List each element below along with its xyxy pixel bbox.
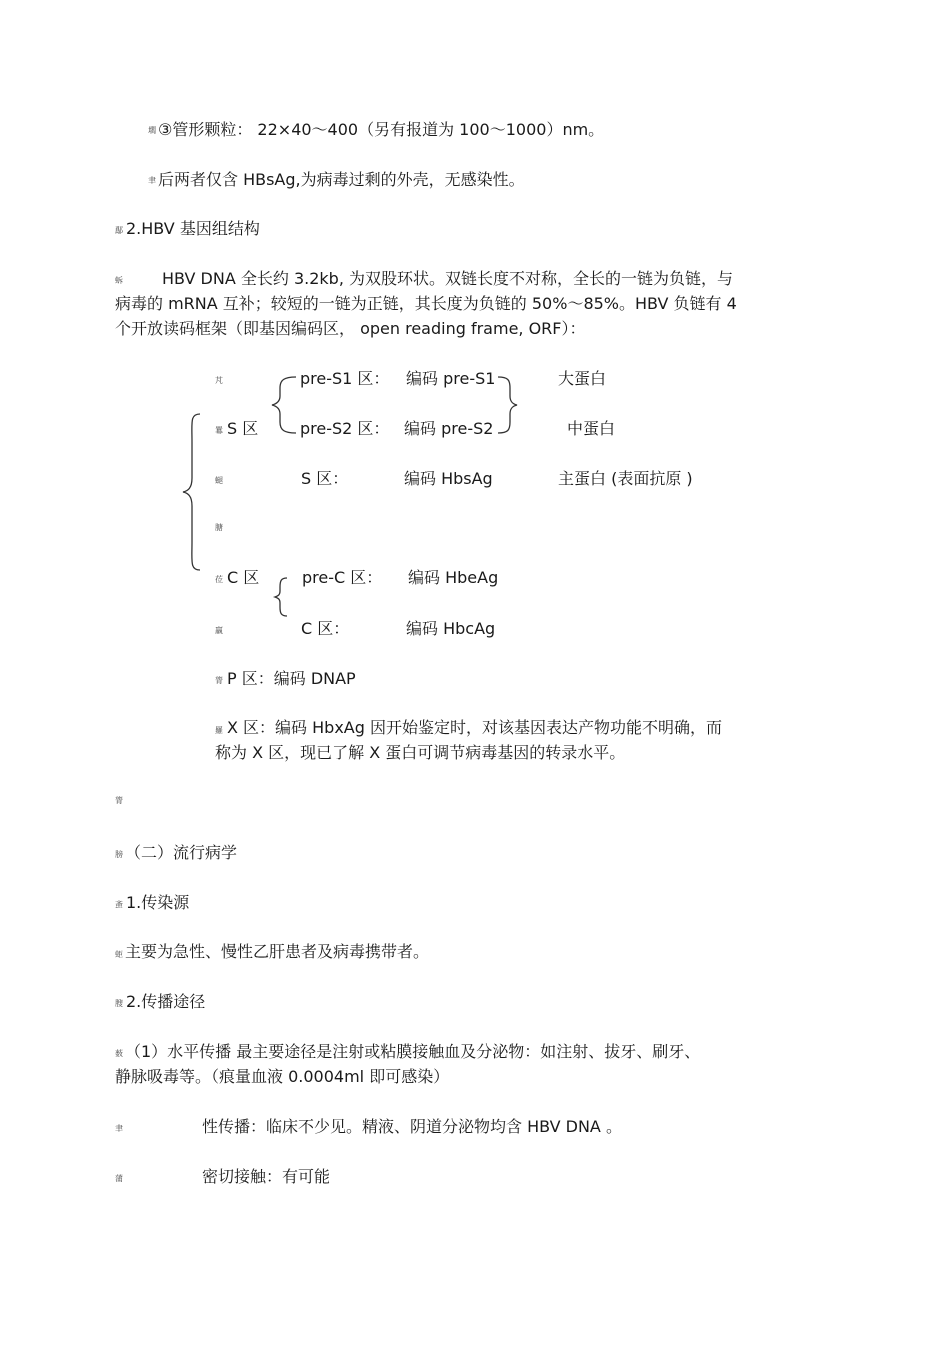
margin-marker: 膅 xyxy=(215,523,223,532)
margin-marker: 鄬 xyxy=(115,226,123,235)
right-brace-s xyxy=(496,374,526,436)
margin-marker: 螁 xyxy=(215,476,223,485)
paragraph-line: 主要为急性、慢性乙肝患者及病毒携带者。 xyxy=(125,942,430,961)
subsection-heading: 1.传染源 xyxy=(126,893,190,912)
middle-protein: 中蛋白 xyxy=(567,419,616,438)
paragraph-line: 密切接触：有可能 xyxy=(202,1167,331,1186)
section-heading: 2.HBV 基因组结构 xyxy=(126,219,260,238)
paragraph-line: （1）水平传播 最主要途径是注射或粘膜接触血及分泌物：如注射、拔牙、刷牙、 xyxy=(125,1042,701,1061)
c-region-label: C 区 xyxy=(227,568,260,587)
paragraph-line: 病毒的 mRNA 互补；较短的一链为正链，其长度为负链的 50%～85%。HBV 负链有 4 xyxy=(115,294,737,313)
left-brace-large xyxy=(180,412,202,572)
margin-marker: 芃 xyxy=(215,376,223,385)
left-brace-s xyxy=(258,374,298,436)
margin-marker: 羃 xyxy=(215,426,223,435)
paragraph-line: 性传播：临床不少见。精液、阴道分泌物均含 HBV DNA 。 xyxy=(202,1117,622,1136)
margin-marker: 膄 xyxy=(115,999,123,1008)
paragraph-line: 个开放读码框架（即基因编码区， open reading frame, ORF）： xyxy=(115,319,586,338)
margin-marker: 壛 xyxy=(148,126,156,135)
x-region-line: X 区：编码 HbxAg 因开始鉴定时，对该基因表达产物功能不明确，而 xyxy=(227,718,722,737)
paragraph-line: ③管形颗粒： 22×40～400（另有报道为 100～1000）nm。 xyxy=(158,120,605,139)
margin-marker: 羅 xyxy=(215,726,223,735)
s-sub-label: S 区： xyxy=(301,469,349,488)
margin-marker: 膂 xyxy=(115,796,123,805)
paragraph-line: 后两者仅含 HBsAg,为病毒过剩的外壳，无感染性。 xyxy=(158,170,525,189)
margin-marker: 薮 xyxy=(115,1049,123,1058)
margin-marker: 蒲 xyxy=(115,1174,123,1183)
margin-marker: 蚸 xyxy=(115,276,123,285)
margin-marker: 膀 xyxy=(115,850,123,859)
margin-marker: 羸 xyxy=(215,626,223,635)
margin-marker: 蚉 xyxy=(115,900,123,909)
pre-c-code: 编码 HbeAg xyxy=(408,568,499,587)
pre-c-label: pre-C 区： xyxy=(302,568,383,587)
margin-marker: 聿 xyxy=(115,1124,123,1133)
paragraph-line: HBV DNA 全长约 3.2kb, 为双股环状。双链长度不对称，全长的一链为负链，与 xyxy=(162,269,733,288)
pre-s1-code: 编码 pre-S1 xyxy=(406,369,496,388)
s-region-label: S 区 xyxy=(227,419,259,438)
paragraph-line: 静脉吸毒等。（痕量血液 0.0004ml 即可感染） xyxy=(115,1067,450,1086)
pre-s2-code: 编码 pre-S2 xyxy=(404,419,494,438)
margin-marker: 膂 xyxy=(215,676,223,685)
main-protein: 主蛋白 (表面抗原 ) xyxy=(558,469,693,488)
c-code: 编码 HbcAg xyxy=(406,619,496,638)
subsection-heading: 2.传播途径 xyxy=(126,992,206,1011)
pre-s1-label: pre-S1 区： xyxy=(300,369,390,388)
margin-marker: 聿 xyxy=(148,176,156,185)
c-sub-label: C 区： xyxy=(301,619,350,638)
left-brace-c xyxy=(270,575,290,619)
section-heading: （二）流行病学 xyxy=(125,843,238,862)
p-region-line: P 区：编码 DNAP xyxy=(227,669,356,688)
pre-s2-label: pre-S2 区： xyxy=(300,419,390,438)
s-code: 编码 HbsAg xyxy=(404,469,493,488)
margin-marker: 莅 xyxy=(215,575,223,584)
margin-marker: 蚷 xyxy=(115,950,123,959)
large-protein: 大蛋白 xyxy=(558,369,607,388)
x-region-line: 称为 X 区，现已了解 X 蛋白可调节病毒基因的转录水平。 xyxy=(215,743,626,762)
